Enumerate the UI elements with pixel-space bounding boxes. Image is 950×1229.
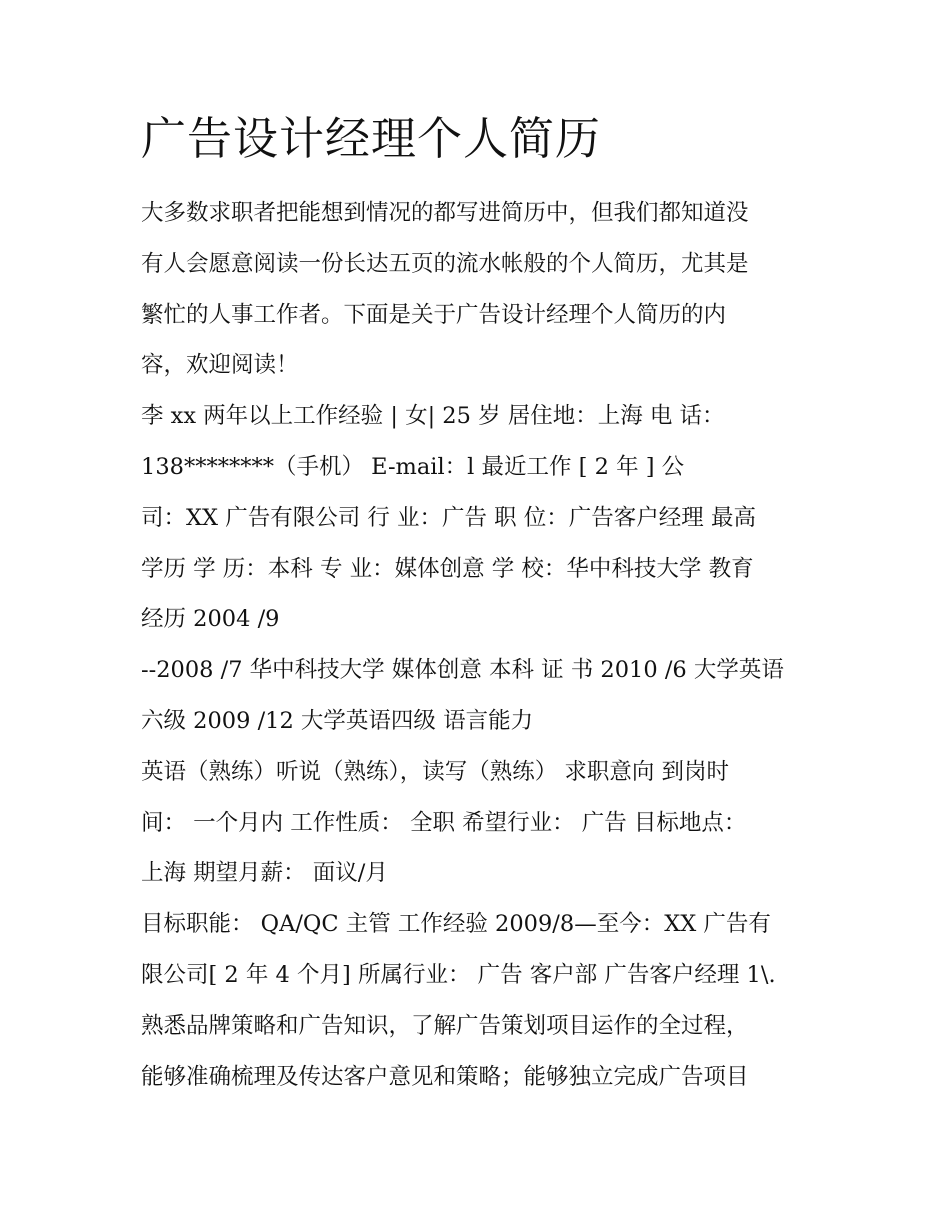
- body-line: --2008 /7 华中科技大学 媒体创意 本科 证 书 2010 /6 大学英语: [141, 657, 784, 684]
- document-page: [141, 112, 813, 1102]
- body-line: 138********（手机） E-mail：l 最近工作 [ 2 年 ] 公: [141, 453, 685, 480]
- body-line: 有人会愿意阅读一份长达五页的流水帐般的个人简历，尤其是: [141, 250, 749, 277]
- document-title: 广告设计经理个人简历: [141, 112, 602, 165]
- body-line: 容，欢迎阅读！: [141, 352, 299, 379]
- body-line: 繁忙的人事工作者。下面是关于广告设计经理个人简历的内: [141, 301, 727, 328]
- body-line: 李 xx 两年以上工作经验 | 女| 25 岁 居住地：上海 电 话：: [141, 403, 725, 430]
- body-line: 能够准确梳理及传达客户意见和策略；能够独立完成广告项目: [141, 1063, 749, 1090]
- body-line: 六级 2009 /12 大学英语四级 语言能力: [141, 707, 534, 734]
- body-line: 学历 学 历：本科 专 业：媒体创意 学 校：华中科技大学 教育: [141, 555, 754, 582]
- body-line: 目标职能： QA/QC 主管 工作经验 2009/8—至今：XX 广告有: [141, 911, 771, 938]
- body-line: 经历 2004 /9: [141, 606, 280, 633]
- body-line: 熟悉品牌策略和广告知识，了解广告策划项目运作的全过程，: [141, 1012, 749, 1039]
- body-line: 间： 一个月内 工作性质： 全职 希望行业： 广告 目标地点：: [141, 809, 747, 836]
- body-line: 限公司[ 2 年 4 个月] 所属行业： 广告 客户部 广告客户经理 1\.: [141, 961, 776, 988]
- body-line: 大多数求职者把能想到情况的都写进简历中，但我们都知道没: [141, 200, 749, 226]
- body-line: 英语（熟练）听说（熟练），读写（熟练） 求职意向 到岗时: [141, 758, 730, 785]
- document-body: [141, 188, 813, 1102]
- body-line: 司：XX 广告有限公司 行 业：广告 职 位：广告客户经理 最高: [141, 504, 756, 531]
- body-line: 上海 期望月薪： 面议/月: [141, 860, 388, 887]
